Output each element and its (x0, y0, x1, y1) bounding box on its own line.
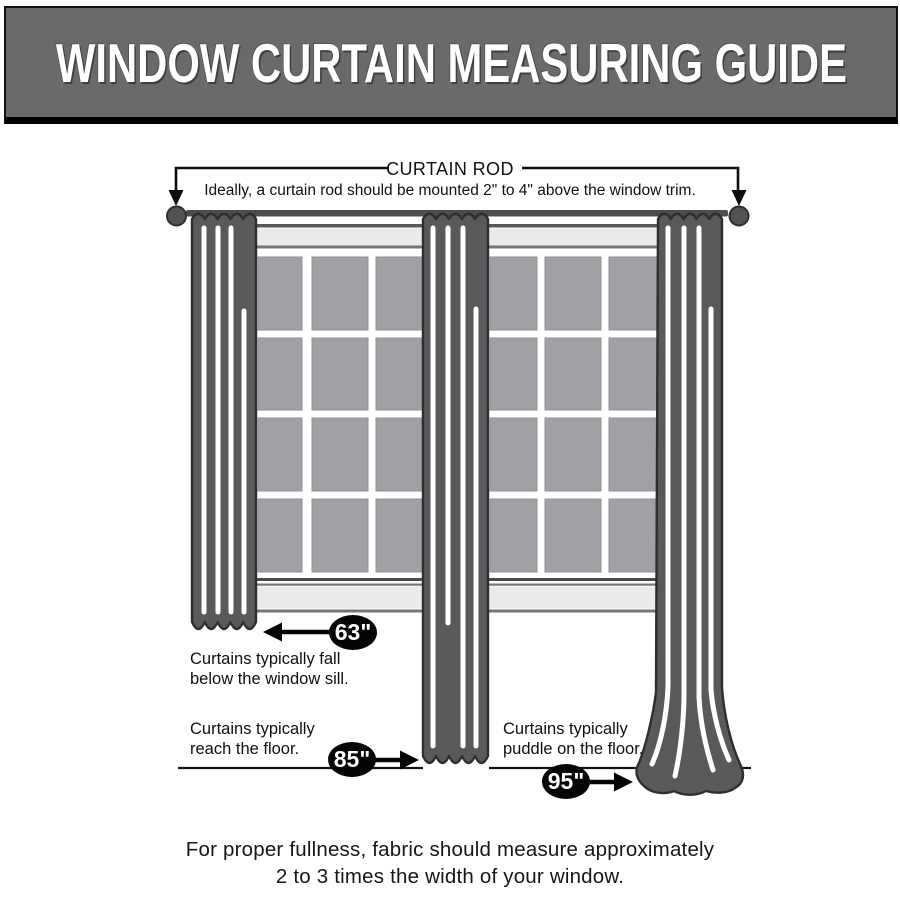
measure-badge-sill: 63" (329, 615, 377, 650)
window-pane (545, 418, 601, 491)
rod-note: Ideally, a curtain rod should be mounted 2" to 4" above the window trim. (204, 182, 696, 199)
puddle-caption-line1: Curtains typically (503, 720, 628, 738)
puddle-caption (503, 719, 643, 759)
floor-caption (190, 719, 315, 759)
window-pane (258, 338, 302, 410)
sill-caption-line2: below the window sill. (190, 670, 349, 688)
page-title: WINDOW CURTAIN MEASURING GUIDE (55, 31, 847, 94)
window-pane (312, 499, 368, 572)
puddle-caption-line2: puddle on the floor. (503, 740, 644, 758)
window-pane (609, 257, 658, 330)
window-pane (258, 418, 302, 491)
footer-note (0, 836, 900, 890)
window-pane (545, 499, 601, 572)
window-pane (376, 338, 422, 410)
window-pane (609, 418, 658, 491)
floor-caption-line2: reach the floor. (190, 740, 300, 758)
window-pane (545, 338, 601, 410)
measure-badge-puddle: 95" (542, 764, 590, 799)
rod-label: CURTAIN ROD (386, 159, 514, 179)
window-pane (609, 338, 658, 410)
window-pane (609, 499, 658, 572)
measure-badge-floor: 85" (328, 742, 376, 777)
window-pane (312, 418, 368, 491)
window-pane (312, 338, 368, 410)
window-pane (376, 418, 422, 491)
window-pane (258, 257, 302, 330)
footer-line1: For proper fullness, fabric should measure approximately (185, 838, 715, 861)
rod-finial-right (730, 207, 749, 226)
rod-finial-left (167, 207, 186, 226)
window-pane (490, 257, 537, 330)
sill-caption-line1: Curtains typically fall (190, 650, 341, 668)
window-pane (490, 338, 537, 410)
window-pane (490, 418, 537, 491)
footer-line2: 2 to 3 times the width of your window. (275, 865, 625, 888)
sill-caption (190, 649, 349, 689)
window-pane (376, 257, 422, 330)
window-pane (376, 499, 422, 572)
floor-caption-line1: Curtains typically (190, 720, 315, 738)
window-pane (545, 257, 601, 330)
window-pane (490, 499, 537, 572)
window-pane (258, 499, 302, 572)
window-pane (312, 257, 368, 330)
